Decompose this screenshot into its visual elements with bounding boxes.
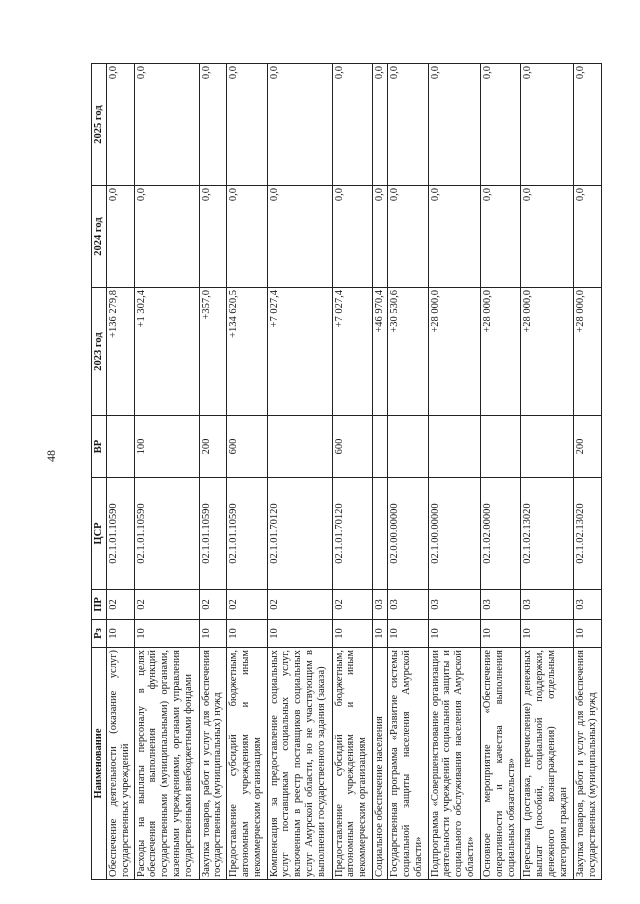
row-pr: 03 <box>388 590 428 620</box>
row-2023: +7 027,4 <box>267 288 332 416</box>
header-csr: ЦСР <box>92 478 107 590</box>
page-number: 48 <box>44 450 58 462</box>
row-2025: 0,0 <box>372 64 388 186</box>
row-2024: 0,0 <box>428 186 481 288</box>
row-csr: 02.1.02.13020 <box>574 478 602 590</box>
row-pr: 02 <box>267 590 332 620</box>
row-name: Пересылка (доставка, перечисление) денежных выплат (пособий, социальной поддержки, денежного вознаграждения) отдельным категориям граждан <box>521 648 574 880</box>
row-rz: 10 <box>134 620 199 648</box>
row-pr: 03 <box>481 590 521 620</box>
table-row <box>227 64 267 880</box>
row-2025: 0,0 <box>332 64 372 186</box>
row-name: Расходы на выплаты персоналу в целях обеспечения выполнения функций государственными (муниципальными) органами, казенными учреждениями, органами управления государственными внебюджетными фондами <box>134 648 199 880</box>
row-csr: 02.1.02.13020 <box>521 478 574 590</box>
row-pr: 02 <box>332 590 372 620</box>
row-rz: 10 <box>267 620 332 648</box>
row-name: Обеспечение деятельности (оказание услуг) государственных учреждений <box>106 648 134 880</box>
row-rz: 10 <box>227 620 267 648</box>
row-name: Предоставление субсидий бюджетным, автономным учреждениям и иным некоммерческим организациям <box>227 648 267 880</box>
header-pr: ПР <box>92 590 107 620</box>
row-name: Закупка товаров, работ и услуг для обеспечения государственных (муниципальных) нужд <box>199 648 227 880</box>
row-vr <box>106 416 134 478</box>
row-name: Закупка товаров, работ и услуг для обеспечения государственных (муниципальных) нужд <box>574 648 602 880</box>
row-2023: +134 620,5 <box>227 288 267 416</box>
row-2024: 0,0 <box>372 186 388 288</box>
header-vr: ВР <box>92 416 107 478</box>
table-row <box>267 64 332 880</box>
row-2024: 0,0 <box>134 186 199 288</box>
row-name: Основное мероприятие «Обеспечение оперативности и качества выполнения социальных обязательств» <box>481 648 521 880</box>
table-row <box>428 64 481 880</box>
header-2023: 2023 год <box>92 288 107 416</box>
row-rz: 10 <box>521 620 574 648</box>
row-2024: 0,0 <box>481 186 521 288</box>
row-2024: 0,0 <box>106 186 134 288</box>
row-rz: 10 <box>332 620 372 648</box>
row-pr: 03 <box>372 590 388 620</box>
row-rz: 10 <box>574 620 602 648</box>
row-pr: 03 <box>428 590 481 620</box>
row-name: Подпрограмма «Совершенствование организации деятельности учреждений социальной защиты и социального обслуживания населения Амурской области» <box>428 648 481 880</box>
row-2025: 0,0 <box>574 64 602 186</box>
row-2023: +28 000,0 <box>428 288 481 416</box>
row-csr: 02.1.01.70120 <box>267 478 332 590</box>
header-rz: Рз <box>92 620 107 648</box>
header-name: Наименование <box>92 648 107 880</box>
row-2025: 0,0 <box>227 64 267 186</box>
row-rz: 10 <box>428 620 481 648</box>
table-row <box>199 64 227 880</box>
row-rz: 10 <box>372 620 388 648</box>
row-csr: 02.1.01.10590 <box>199 478 227 590</box>
row-2023: +136 279,8 <box>106 288 134 416</box>
table-row <box>481 64 521 880</box>
row-2025: 0,0 <box>481 64 521 186</box>
row-vr <box>388 416 428 478</box>
row-2024: 0,0 <box>574 186 602 288</box>
row-2024: 0,0 <box>199 186 227 288</box>
row-vr: 600 <box>332 416 372 478</box>
row-2023: +357,0 <box>199 288 227 416</box>
row-csr: 02.1.01.70120 <box>332 478 372 590</box>
row-name: Компенсация за предоставление социальных услуг поставщикам социальных услуг, включенным в реестр поставщиков социальных услуг Амурской области, но не участвующим в выполнении государственного задания (заказа) <box>267 648 332 880</box>
row-pr: 02 <box>134 590 199 620</box>
header-2024: 2024 год <box>92 186 107 288</box>
table-row <box>332 64 372 880</box>
row-csr: 02.0.00.00000 <box>388 478 428 590</box>
row-2024: 0,0 <box>267 186 332 288</box>
row-rz: 10 <box>106 620 134 648</box>
row-name: Предоставление субсидий бюджетным, автономным учреждениям и иным некоммерческим организациям <box>332 648 372 880</box>
table-row <box>372 64 388 880</box>
row-2025: 0,0 <box>106 64 134 186</box>
row-2023: +7 027,4 <box>332 288 372 416</box>
row-rz: 10 <box>481 620 521 648</box>
row-2024: 0,0 <box>388 186 428 288</box>
row-2025: 0,0 <box>134 64 199 186</box>
row-2024: 0,0 <box>227 186 267 288</box>
row-pr: 02 <box>199 590 227 620</box>
row-name: Социальное обеспечение населения <box>372 648 388 880</box>
row-name: Государственная программа «Развитие системы социальной защиты населения Амурской области» <box>388 648 428 880</box>
rotated-page <box>91 64 602 880</box>
row-csr: 02.1.01.10590 <box>227 478 267 590</box>
row-pr: 02 <box>106 590 134 620</box>
header-2025: 2025 год <box>92 64 107 186</box>
row-2025: 0,0 <box>388 64 428 186</box>
row-vr: 200 <box>199 416 227 478</box>
row-csr: 02.1.01.10590 <box>134 478 199 590</box>
row-2023: +30 530,6 <box>388 288 428 416</box>
row-2025: 0,0 <box>267 64 332 186</box>
row-vr: 100 <box>134 416 199 478</box>
row-vr <box>267 416 332 478</box>
row-rz: 10 <box>199 620 227 648</box>
row-vr <box>481 416 521 478</box>
row-csr: 02.1.00.00000 <box>428 478 481 590</box>
table-header-row <box>92 64 107 880</box>
row-vr <box>428 416 481 478</box>
row-2025: 0,0 <box>521 64 574 186</box>
row-pr: 03 <box>521 590 574 620</box>
row-vr <box>372 416 388 478</box>
row-rz: 10 <box>388 620 428 648</box>
row-pr: 02 <box>227 590 267 620</box>
table-row <box>134 64 199 880</box>
row-2024: 0,0 <box>332 186 372 288</box>
row-2024: 0,0 <box>521 186 574 288</box>
table-row <box>521 64 574 880</box>
row-vr: 200 <box>574 416 602 478</box>
row-vr <box>521 416 574 478</box>
row-2023: +46 970,4 <box>372 288 388 416</box>
row-2023: +28 000,0 <box>481 288 521 416</box>
row-vr: 600 <box>227 416 267 478</box>
row-csr <box>372 478 388 590</box>
row-2025: 0,0 <box>428 64 481 186</box>
budget-table <box>91 63 602 880</box>
row-pr: 03 <box>574 590 602 620</box>
table-row <box>388 64 428 880</box>
row-2023: +28 000,0 <box>574 288 602 416</box>
table-row <box>574 64 602 880</box>
table-row <box>106 64 134 880</box>
row-csr: 02.1.02.00000 <box>481 478 521 590</box>
row-2023: +1 302,4 <box>134 288 199 416</box>
row-csr: 02.1.01.10590 <box>106 478 134 590</box>
row-2023: +28 000,0 <box>521 288 574 416</box>
row-2025: 0,0 <box>199 64 227 186</box>
